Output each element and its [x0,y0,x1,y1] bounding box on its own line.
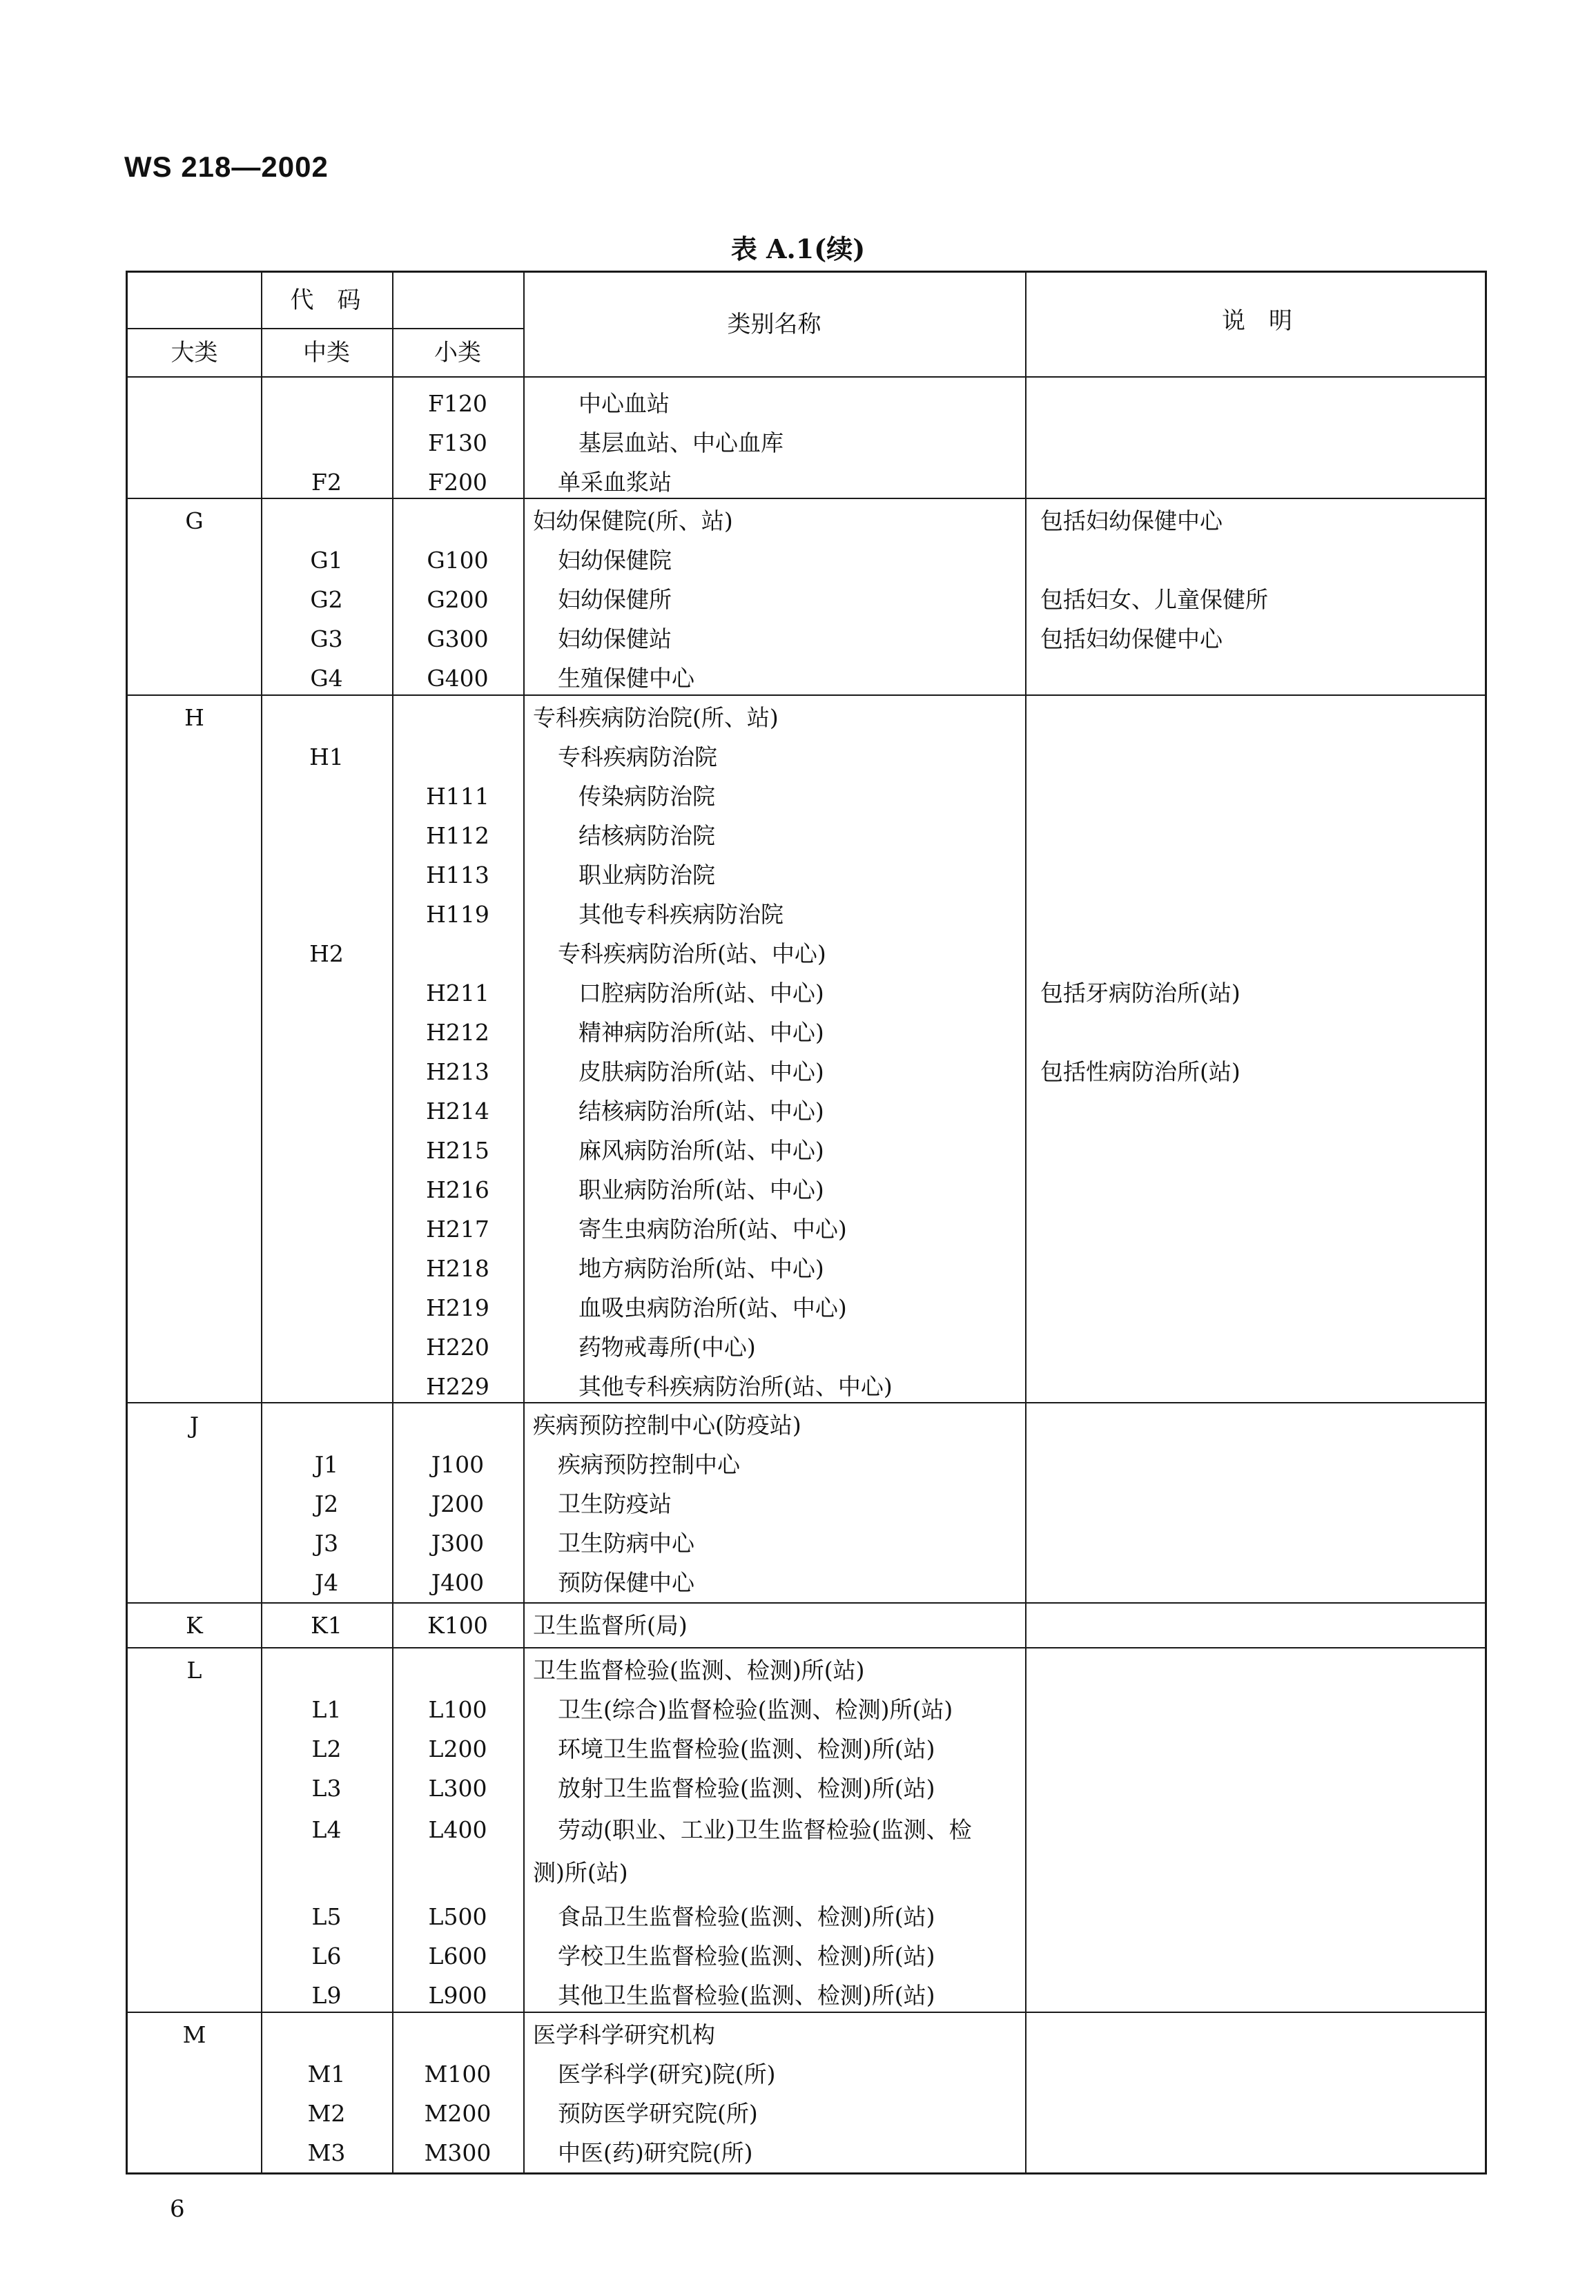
cell-name: 卫生防病中心 [558,1530,694,1557]
cell-name: 专科疾病防治院 [558,743,717,770]
cell-minor: H214 [426,1098,489,1125]
cell-medium: L5 [311,1903,342,1930]
cell-name: 皮肤病防治所(站、中心) [578,1058,824,1085]
cell-name: 传染病防治院 [578,783,715,810]
document-code: WS 218—2002 [124,150,329,183]
cell-minor: J100 [431,1451,485,1478]
header-major: 大类 [171,339,218,367]
cell-name: 结核病防治所(站、中心) [578,1098,824,1125]
cell-name: 学校卫生监督检验(监测、检测)所(站) [558,1943,935,1969]
cell-medium: L4 [311,1816,342,1843]
cell-major: J [189,1412,200,1439]
cell-minor: L300 [428,1775,487,1802]
cell-minor: H213 [426,1058,489,1085]
cell-name: 其他卫生监督检验(监测、检测)所(站) [558,1982,935,2009]
cell-name: 医学科学(研究)院(所) [558,2061,776,2088]
cell-medium: J3 [314,1530,339,1557]
header-bottom-rule [128,376,1485,378]
cell-name: 医学科学研究机构 [533,2021,715,2048]
cell-minor: M300 [424,2139,492,2166]
cell-medium: K1 [311,1612,342,1639]
cell-minor: L600 [428,1943,487,1969]
cell-medium: L2 [311,1735,342,1762]
cell-name: 妇幼保健站 [558,625,672,652]
cell-minor: G300 [427,625,489,652]
cell-minor: G400 [427,665,489,692]
cell-minor: L200 [428,1735,487,1762]
cell-name: 其他专科疾病防治所(站、中心) [578,1373,893,1400]
cell-name: 疾病预防控制中心(防疫站) [533,1412,801,1439]
cell-name: 疾病预防控制中心 [558,1451,740,1478]
cell-minor: M200 [424,2100,492,2127]
cell-name: 职业病防治院 [578,862,715,888]
cell-name: 环境卫生监督检验(监测、检测)所(站) [558,1735,935,1762]
cell-medium: L3 [311,1775,342,1802]
cell-medium: G1 [310,547,343,574]
cell-major: H [184,704,204,731]
cell-name: 妇幼保健所 [558,586,672,613]
col-divider-code [523,273,525,2172]
cell-minor: J200 [431,1490,485,1517]
page-number: 6 [170,2195,185,2223]
cell-medium: G3 [310,625,343,652]
cell-name: 职业病防治所(站、中心) [578,1176,824,1203]
cell-minor: H220 [426,1334,489,1361]
cell-name: 单采血浆站 [558,469,672,496]
cell-name: 口腔病防治所(站、中心) [578,980,824,1006]
cell-minor: H212 [426,1019,489,1046]
cell-minor: H112 [426,822,489,849]
cell-name: 妇幼保健院(所、站) [533,507,733,534]
cell-minor: H119 [426,901,489,928]
cell-minor: L400 [428,1816,487,1843]
cell-name: 地方病防治所(站、中心) [578,1255,824,1282]
cell-medium: J2 [314,1490,339,1517]
cell-name: 结核病防治院 [578,822,715,849]
group-divider [128,1647,1485,1648]
group-divider [128,1602,1485,1604]
cell-medium: M3 [307,2139,346,2166]
cell-name: 放射卫生监督检验(监测、检测)所(站) [558,1775,935,1802]
cell-note: 包括牙病防治所(站) [1040,980,1240,1006]
cell-minor: H215 [426,1137,489,1164]
cell-name: 基层血站、中心血库 [578,429,784,456]
cell-name: 寄生虫病防治所(站、中心) [578,1216,847,1243]
col-divider-name [1025,273,1026,2172]
cell-medium: J1 [314,1451,339,1478]
cell-note: 包括性病防治所(站) [1040,1058,1240,1085]
cell-minor: M100 [424,2061,492,2088]
cell-name: 食品卫生监督检验(监测、检测)所(站) [558,1903,935,1930]
cell-minor: H218 [426,1255,489,1282]
cell-name: 中医(药)研究院(所) [558,2139,753,2166]
header-code-group: 代 码 [290,286,361,314]
cell-name: 其他专科疾病防治院 [578,901,784,928]
cell-name: 生殖保健中心 [558,665,694,692]
group-divider [128,2012,1485,2013]
cell-medium: L6 [311,1943,342,1969]
cell-name: 妇幼保健院 [558,547,672,574]
cell-medium: G2 [310,586,343,613]
cell-name: 专科疾病防治院(所、站) [533,704,779,731]
cell-minor: F130 [428,429,487,456]
cell-medium: M1 [307,2061,346,2088]
cell-name: 卫生防疫站 [558,1490,672,1517]
cell-medium: M2 [307,2100,346,2127]
cell-minor: H111 [426,783,489,810]
cell-medium: G4 [310,665,343,692]
cell-minor: F120 [428,390,487,417]
cell-name: 测)所(站) [533,1859,628,1886]
cell-minor: L500 [428,1903,487,1930]
cell-name: 药物戒毒所(中心) [578,1334,756,1361]
cell-medium: L1 [311,1696,342,1723]
cell-note: 包括妇幼保健中心 [1040,625,1223,652]
group-divider [128,498,1485,499]
header-subdivider [128,328,523,329]
cell-medium: H1 [309,743,344,770]
cell-major: M [182,2021,206,2048]
cell-medium: J4 [314,1569,339,1596]
cell-name: 血吸虫病防治所(站、中心) [578,1294,847,1321]
cell-minor: H113 [426,862,489,888]
cell-minor: H229 [426,1373,489,1400]
header-minor: 小类 [434,339,481,367]
cell-minor: J300 [431,1530,485,1557]
cell-name: 卫生(综合)监督检验(监测、检测)所(站) [558,1696,953,1723]
cell-major: K [186,1612,203,1639]
cell-name: 卫生监督所(局) [533,1612,688,1639]
cell-medium: H2 [309,940,344,967]
group-divider [128,1402,1485,1403]
header-name: 类别名称 [727,311,821,338]
group-divider [128,694,1485,696]
cell-name: 预防医学研究院(所) [558,2100,758,2127]
header-medium: 中类 [303,339,350,367]
cell-minor: F200 [428,469,487,496]
cell-medium: L9 [311,1982,342,2009]
cell-minor: G100 [427,547,489,574]
cell-minor: L900 [428,1982,487,2009]
header-note: 说 明 [1222,307,1292,335]
cell-minor: H211 [426,980,489,1006]
cell-name: 劳动(职业、工业)卫生监督检验(监测、检 [558,1816,972,1843]
cell-minor: J400 [431,1569,485,1596]
cell-minor: H217 [426,1216,489,1243]
cell-note: 包括妇幼保健中心 [1040,507,1223,534]
cell-note: 包括妇女、儿童保健所 [1040,586,1268,613]
cell-name: 专科疾病防治所(站、中心) [558,940,826,967]
cell-name: 精神病防治所(站、中心) [578,1019,824,1046]
table-caption: 表 A.1(续) [730,233,866,264]
cell-name: 麻风病防治所(站、中心) [578,1137,824,1164]
cell-minor: K100 [427,1612,488,1639]
cell-major: G [185,507,204,534]
cell-minor: G200 [427,586,489,613]
cell-medium: F2 [311,469,342,496]
cell-minor: L100 [428,1696,487,1723]
classification-table [126,271,1487,2175]
cell-name: 卫生监督检验(监测、检测)所(站) [533,1657,865,1684]
cell-minor: H219 [426,1294,489,1321]
cell-name: 中心血站 [578,390,670,417]
cell-minor: H216 [426,1176,489,1203]
cell-name: 预防保健中心 [558,1569,694,1596]
cell-major: L [186,1657,202,1684]
